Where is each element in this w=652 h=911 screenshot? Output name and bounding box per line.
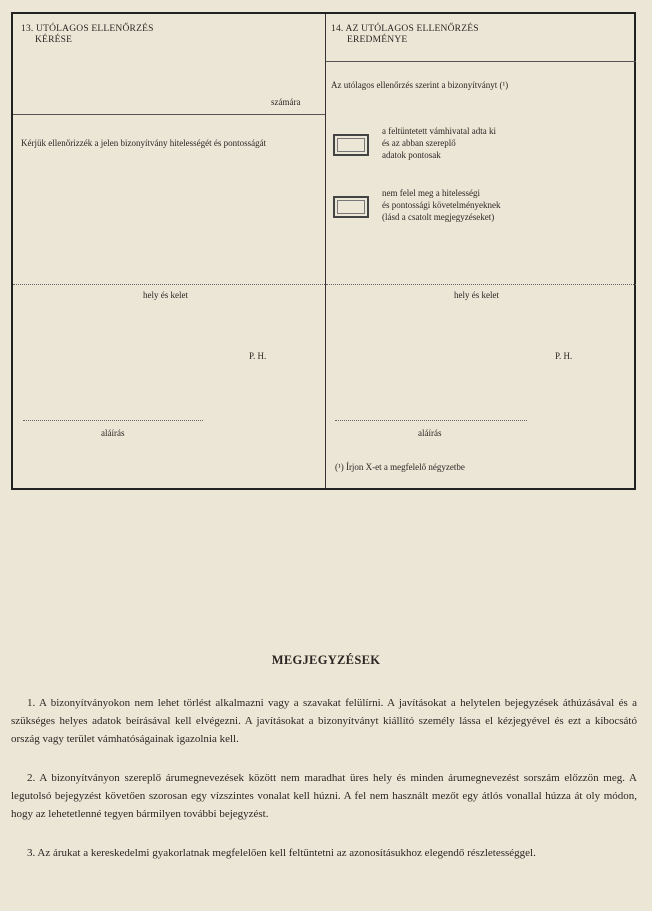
left-heading-line1: 13. UTÓLAGOS ELLENŐRZÉS [21,24,154,34]
column-divider [325,14,326,488]
left-heading-line2: KÉRÉSE [35,35,73,45]
right-signature-line[interactable] [335,420,527,421]
right-heading-line1: 14. AZ UTÓLAGOS ELLENŐRZÉS [331,24,479,34]
option1-line1: a feltüntetett vámhivatal adta ki [382,126,496,136]
note-item-2: 2. A bizonyítványon szereplő árumegnevezések között nem maradhat üres hely és minden árumegnevezést sorszám előzzön meg. A legutolsó bejegyzést követően szorosan egy vízszintes vonalat kell húzni. A fel nem használt mezőt egy átlós vonallal húzza át oly módon, hogy az lehetetlenné tegyen bármilyen további bejegyzést. [11,772,637,820]
left-signature-label: aláírás [101,428,125,438]
right-dotted-line [326,284,636,285]
verification-form [11,12,636,490]
notes-title: MEGJEGYZÉSEK [271,653,381,667]
right-intro-text: Az utólagos ellenőrzés szerint a bizonyítványt (¹) [331,80,509,90]
note-item-3: 3. Az árukat a kereskedelmi gyakorlatnak megfelelően kell feltüntetni az azonosításukhoz elegendő részletességgel. [27,847,536,859]
right-place-date-label: hely és kelet [454,290,499,300]
right-heading-line2: EREDMÉNYE [347,35,408,45]
option2-line1: nem felel meg a hitelességi [382,188,480,198]
left-place-date-label: hely és kelet [143,290,188,300]
option-not-authentic-checkbox[interactable] [333,196,369,218]
left-separator [13,114,325,115]
right-separator [326,61,636,62]
option2-line3: (lásd a csatolt megjegyzéseket) [382,212,495,222]
left-signature-line[interactable] [23,420,203,421]
option2-line2: és pontossági követelményeknek [382,200,501,210]
right-stamp-label: P. H. [555,351,573,361]
option-authentic-checkbox[interactable] [333,134,369,156]
option1-line2: és az abban szereplő [382,138,456,148]
option1-line3: adatok pontosak [382,150,441,160]
request-text: Kérjük ellenőrizzék a jelen bizonyítvány hitelességét és pontosságát [21,138,267,148]
right-footnote: (¹) Írjon X-et a megfelelő négyzetbe [335,462,465,472]
left-stamp-label: P. H. [249,351,267,361]
note-item-1: 1. A bizonyítványokon nem lehet törlést alkalmazni vagy a szavakat felülírni. A javításokat a helytelen bejegyzések áthúzásával és a szükséges helyes adatok beírásával kell elvégezni. A javításokat a bizonyítványt kiállító személy lássa el kézjegyével és ezt a kibocsátó ország vagy terület vámhatóságainak igazolnia kell. [11,697,637,745]
right-signature-label: aláírás [418,428,442,438]
for-whom-label: számára [271,97,301,107]
left-dotted-line [13,284,325,285]
